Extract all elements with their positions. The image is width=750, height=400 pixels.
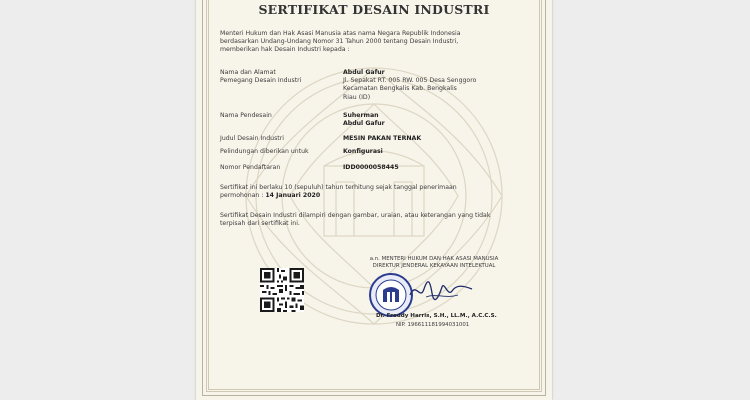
designer-value bbox=[343, 112, 385, 128]
holder-name: Abdul Gafur bbox=[343, 69, 385, 76]
holder-address-line: Jl. Sepakat RT. 005 RW. 005 Desa Senggoro bbox=[343, 77, 477, 85]
signature-icon bbox=[406, 277, 476, 303]
protection-value: Konfigurasi bbox=[343, 148, 383, 155]
attachment-line: Sertifikat Desain Industri dilampiri dengan gambar, uraian, atau keterangan yang tidak bbox=[220, 212, 491, 219]
registration-number: IDD0000058445 bbox=[343, 164, 399, 171]
signatory-line: DIREKTUR JENDERAL KEKAYAAN INTELEKTUAL bbox=[372, 263, 496, 270]
designer-label: Nama Pendesain bbox=[220, 112, 272, 119]
intro-line: Menteri Hukum dan Hak Asasi Manusia atas nama Negara Republik Indonesia bbox=[220, 30, 461, 37]
validity-line: Sertifikat ini berlaku 10 (sepuluh) tahun terhitung sejak tanggal penerimaan bbox=[220, 184, 457, 191]
attachment-line: terpisah dari sertifikat ini. bbox=[220, 220, 300, 228]
signatory-title bbox=[370, 256, 499, 270]
design-title-label: Judul Desain Industri bbox=[220, 135, 284, 142]
registration-label: Nomor Pendaftaran bbox=[220, 164, 281, 171]
designer-name: Abdul Gafur bbox=[343, 120, 385, 128]
holder-label-line: Nama dan Alamat bbox=[220, 69, 276, 76]
attachment-paragraph bbox=[220, 212, 490, 228]
holder-value bbox=[343, 69, 476, 102]
holder-address-line: Riau (ID) bbox=[343, 93, 371, 101]
holder-address-line: Kecamatan Bengkalis Kab. Bengkalis bbox=[343, 85, 457, 93]
validity-paragraph bbox=[220, 184, 457, 200]
signatory-line: a.n. MENTERI HUKUM DAN HAK ASASI MANUSIA bbox=[369, 256, 499, 262]
signatory-nip: NIP. 196611181994031001 bbox=[396, 322, 470, 328]
validity-prefix: permohonan : bbox=[220, 192, 264, 200]
designer-name: Suherman bbox=[343, 112, 379, 119]
intro-line: memberikan hak Desain Industri kepada : bbox=[220, 46, 350, 54]
protection-label: Pelindungan diberikan untuk bbox=[220, 148, 309, 155]
intro-line: berdasarkan Undang-Undang Nomor 31 Tahun 2000 tentang Desain Industri, bbox=[220, 38, 459, 46]
certificate-title: SERTIFIKAT DESAIN INDUSTRI bbox=[258, 2, 490, 17]
validity-date: 14 Januari 2020 bbox=[265, 192, 321, 200]
signatory-name: Dr. Freddy Harris, S.H., LL.M., A.C.C.S. bbox=[376, 313, 497, 319]
design-title-value: MESIN PAKAN TERNAK bbox=[343, 135, 422, 142]
holder-label bbox=[220, 69, 301, 85]
holder-label-line: Pemegang Desain Industri bbox=[220, 77, 302, 85]
intro-paragraph bbox=[220, 30, 461, 55]
qr-code-icon bbox=[260, 268, 304, 312]
certificate-document bbox=[196, 0, 552, 400]
